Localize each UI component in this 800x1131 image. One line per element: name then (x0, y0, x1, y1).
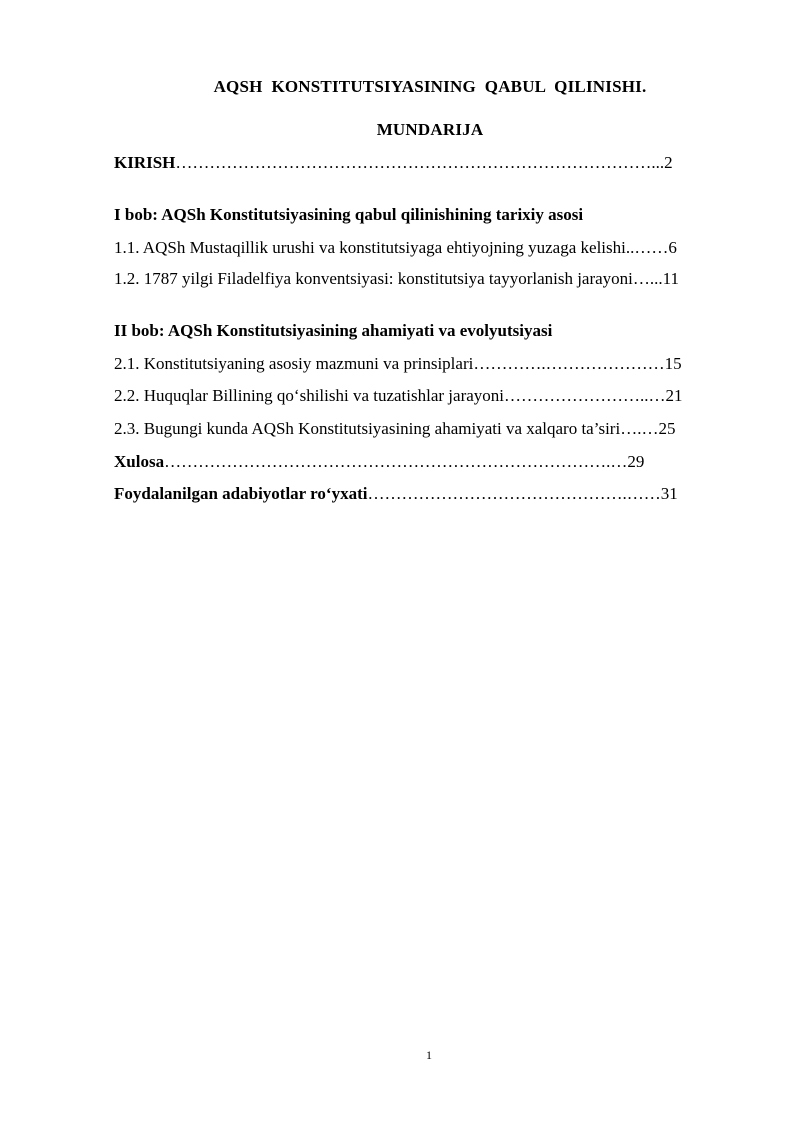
toc-page-number: 11 (662, 269, 680, 288)
toc-page-number: 2 (664, 153, 673, 172)
toc-leader: …... (632, 269, 663, 288)
toc-entry-label: 1.2. 1787 yilgi Filadelfiya konventsiyasi: konstitutsiya tayyorlanish jarayoni (114, 269, 633, 288)
toc-leader: ……………………………………….…… (367, 484, 661, 503)
toc-page-number: 6 (668, 238, 677, 257)
toc-entry-label: 2.2. Huquqlar Billining qo‘shilishi va tuzatishlar jarayoni (114, 386, 504, 405)
toc-entry-conclusion[interactable] (114, 451, 744, 473)
toc-leader: ……………………..… (504, 386, 666, 405)
toc-entry-1-1[interactable] (114, 237, 744, 259)
toc-leader: …………………………………………………………………………... (175, 153, 665, 172)
toc-leader: ..…… (625, 238, 669, 257)
toc-entry-2-1[interactable] (114, 353, 744, 375)
chapter-heading-2[interactable]: II bob: AQSh Konstitutsiyasining ahamiyati va evolyutsiyasi (114, 321, 553, 340)
document-title: AQSH KONSTITUTSIYASINING QABUL QILINISHI. (213, 77, 647, 96)
toc-entry-1-2[interactable] (114, 268, 744, 290)
toc-entry-label: 2.3. Bugungi kunda AQSh Konstitutsiyasining ahamiyati va xalqaro ta’siri (114, 419, 621, 438)
page-number: 1 (426, 1048, 432, 1062)
toc-entry-2-3[interactable] (114, 418, 744, 440)
toc-leader: ….… (620, 419, 659, 438)
toc-entry-2-2[interactable] (114, 385, 744, 407)
toc-page-number: 31 (660, 484, 678, 503)
toc-page-number: 29 (627, 452, 645, 471)
toc-entry-intro[interactable] (114, 152, 744, 174)
toc-entry-label: 1.1. AQSh Mustaqillik urushi va konstitutsiyaga ehtiyojning yuzaga kelishi (114, 238, 626, 257)
toc-entry-label: Foydalanilgan adabiyotlar ro‘yxati (114, 484, 368, 503)
toc-page-number: 21 (665, 386, 683, 405)
toc-leader: …………………………………………………………………….… (164, 452, 628, 471)
toc-entry-references[interactable] (114, 483, 744, 505)
toc-entry-label: 2.1. Konstitutsiyaning asosiy mazmuni va prinsiplari (114, 354, 474, 373)
toc-entry-label: Xulosa (114, 452, 165, 471)
toc-page-number: 25 (658, 419, 676, 438)
toc-leader: ………….………………… (473, 354, 665, 373)
chapter-heading-1[interactable]: I bob: AQSh Konstitutsiyasining qabul qilinishining tarixiy asosi (114, 205, 584, 224)
toc-heading: MUNDARIJA (376, 120, 484, 139)
toc-entry-label: KIRISH (114, 153, 176, 172)
toc-page-number: 15 (664, 354, 682, 373)
